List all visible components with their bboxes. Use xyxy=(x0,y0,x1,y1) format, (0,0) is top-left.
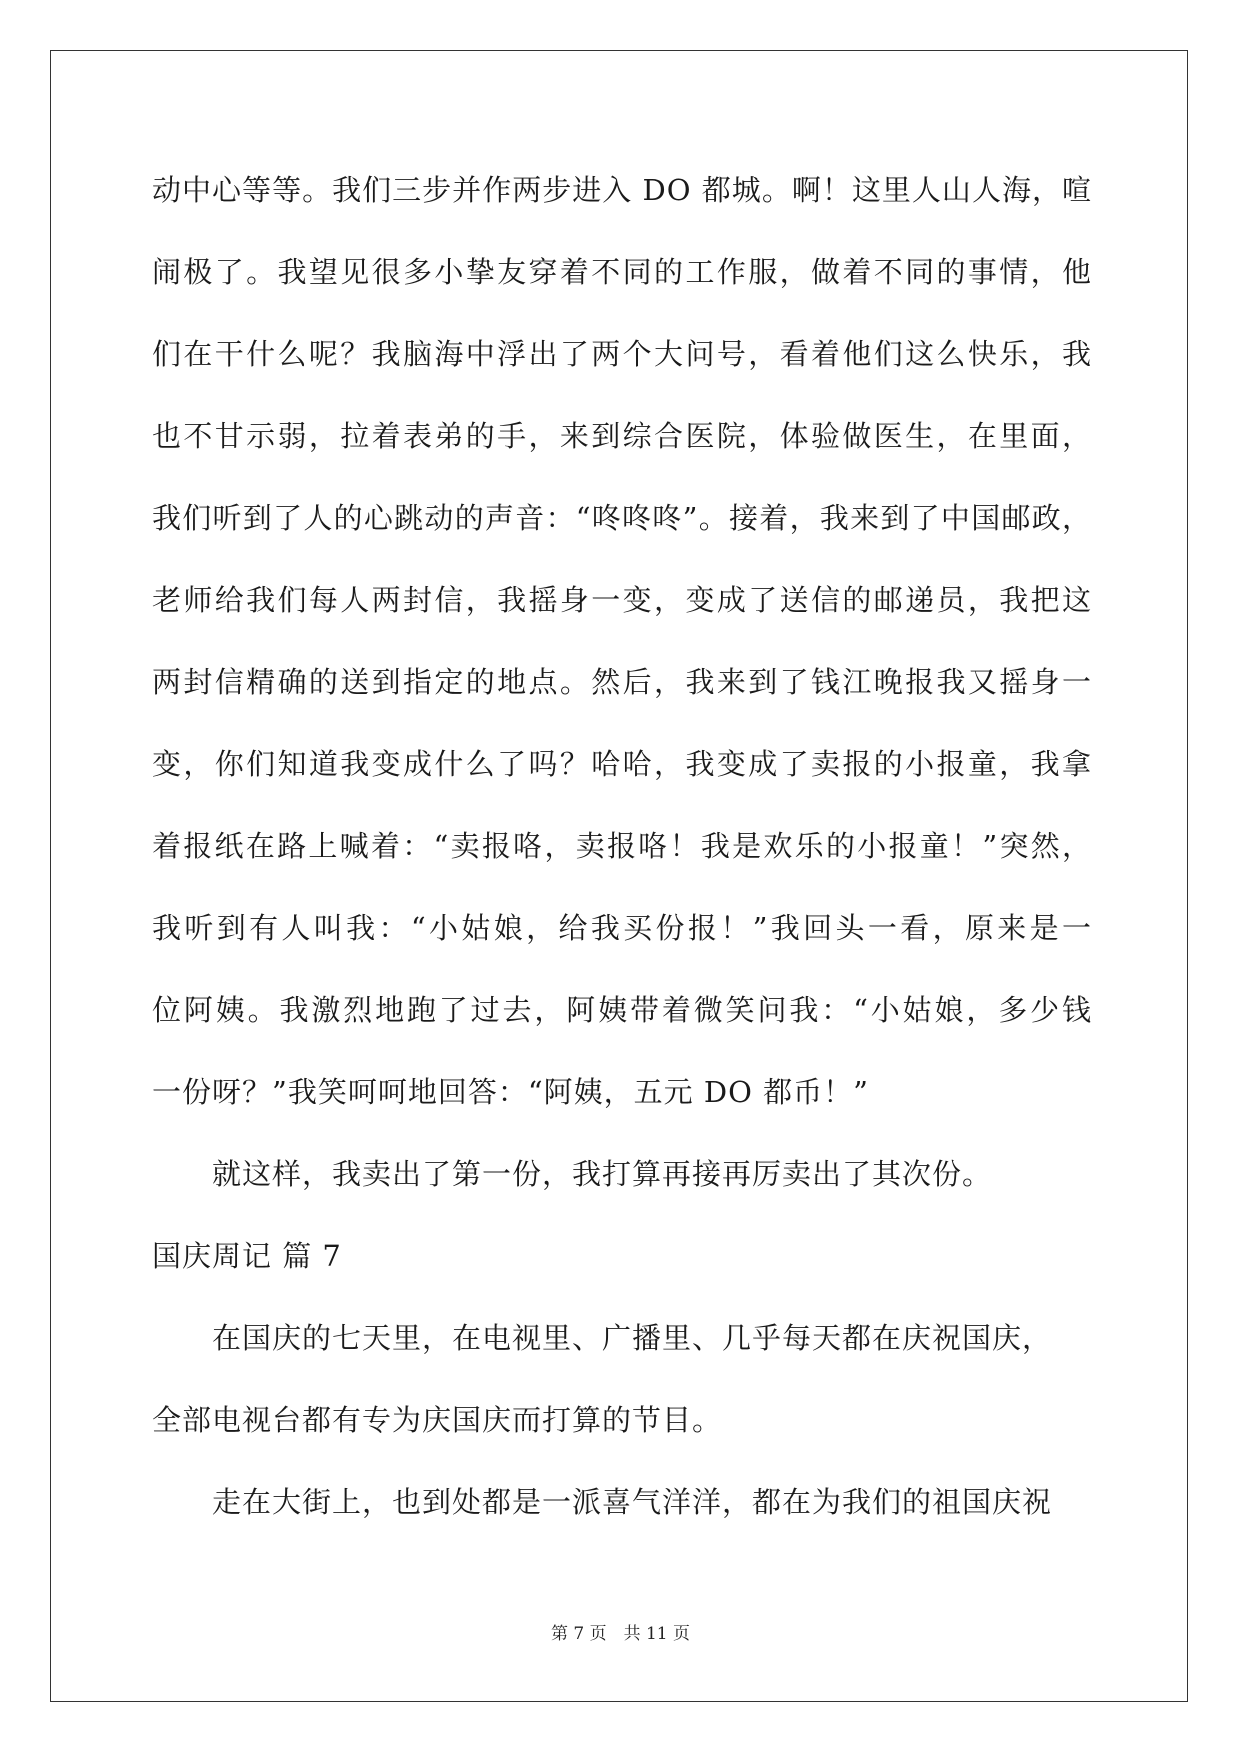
paragraph-line: 就这样，我卖出了第一份，我打算再接再厉卖出了其次份。 xyxy=(212,1157,993,1191)
document-body xyxy=(152,160,1092,1554)
paragraph-line: 位阿姨。我激烈地跑了过去，阿姨带着微笑问我：“小姑娘，多少钱 xyxy=(152,993,1092,1027)
page-number-footer: 第 7 页 共 11 页 xyxy=(550,1624,691,1644)
paragraph-line: 变，你们知道我变成什么了吗？哈哈，我变成了卖报的小报童，我拿 xyxy=(152,747,1092,781)
paragraph-line: 全部电视台都有专为庆国庆而打算的节目。 xyxy=(152,1403,723,1437)
paragraph-line: 老师给我们每人两封信，我摇身一变，变成了送信的邮递员，我把这 xyxy=(152,583,1092,617)
paragraph-line: 我们听到了人的心跳动的声音：“咚咚咚”。接着，我来到了中国邮政， xyxy=(152,501,1092,535)
paragraph-line: 走在大街上，也到处都是一派喜气洋洋，都在为我们的祖国庆祝 xyxy=(212,1485,1053,1519)
paragraph-line: 一份呀？”我笑呵呵地回答：“阿姨，五元 DO 都币！” xyxy=(152,1075,869,1109)
paragraph-line: 闹极了。我望见很多小挚友穿着不同的工作服，做着不同的事情，他 xyxy=(152,255,1092,289)
paragraph-line: 在国庆的七天里，在电视里、广播里、几乎每天都在庆祝国庆， xyxy=(212,1321,1053,1355)
paragraph-line: 两封信精确的送到指定的地点。然后，我来到了钱江晚报我又摇身一 xyxy=(152,665,1092,699)
paragraph-line: 们在干什么呢？我脑海中浮出了两个大问号，看着他们这么快乐，我 xyxy=(152,337,1092,371)
section-heading: 国庆周记 篇 7 xyxy=(152,1239,342,1273)
paragraph-line: 我听到有人叫我：“小姑娘，给我买份报！”我回头一看，原来是一 xyxy=(152,911,1092,945)
paragraph-line: 动中心等等。我们三步并作两步进入 DO 都城。啊！这里人山人海，喧 xyxy=(152,173,1092,207)
paragraph-line: 着报纸在路上喊着：“卖报咯，卖报咯！我是欢乐的小报童！”突然， xyxy=(152,829,1092,863)
paragraph-line: 也不甘示弱，拉着表弟的手，来到综合医院，体验做医生，在里面， xyxy=(152,419,1092,453)
